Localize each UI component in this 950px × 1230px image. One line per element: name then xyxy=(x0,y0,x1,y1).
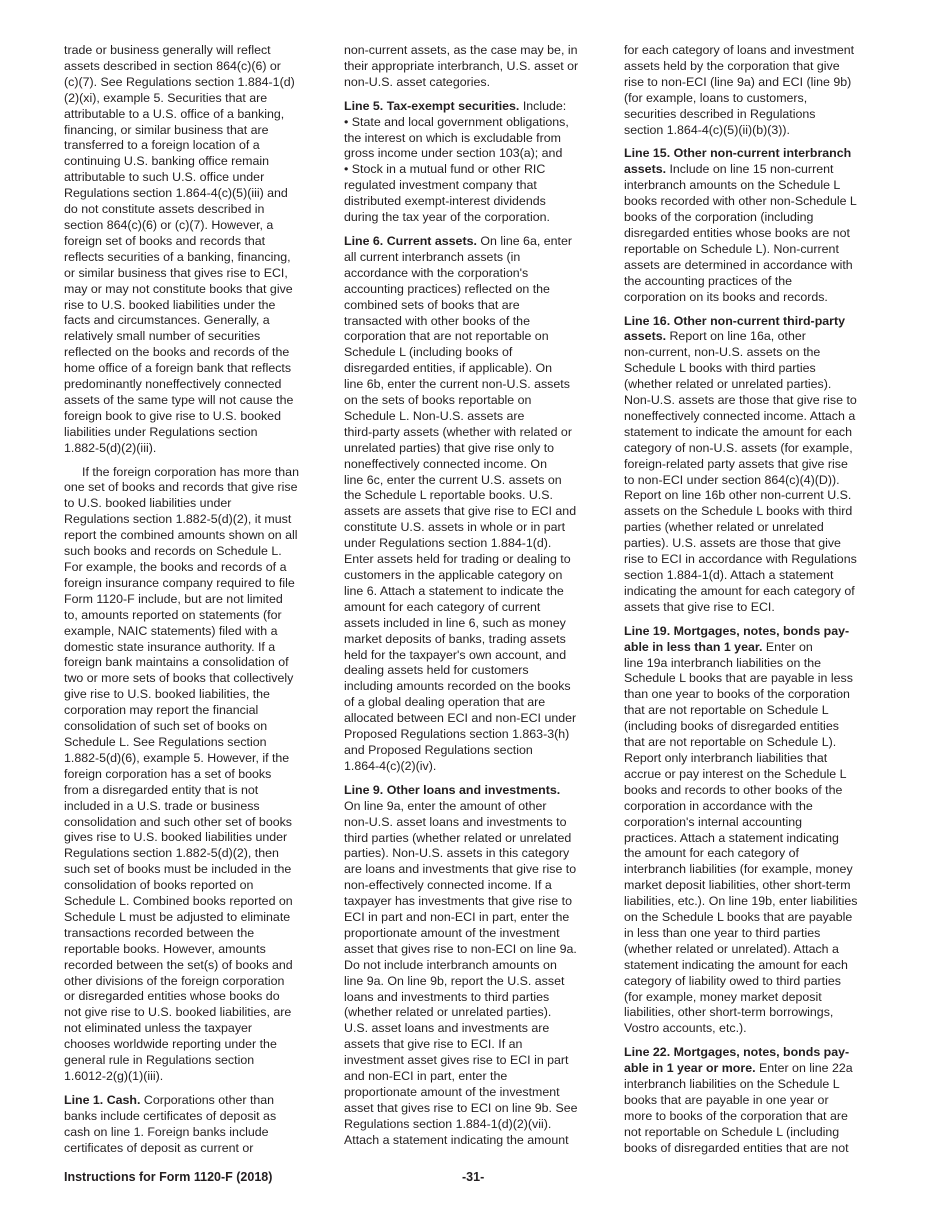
section-heading: Line 19. Mortgages, notes, bonds pay- able in less than 1 year. xyxy=(624,623,850,654)
paragraph: for each category of loans and investment assets held by the corporation that give rise to non-ECI (line 9a) and ECI (line 9b) (for example, loans to customers, securities described in Regulations section 1.864-4(c)(5)(ii)(b)(3)). xyxy=(624,43,855,137)
section-line-15 xyxy=(624,146,890,305)
bullet-item: • Stock in a mutual fund or other RIC regulated investment company that distributed exempt-interest dividends during the tax year of the corporation. xyxy=(344,162,550,225)
paragraph: non-current assets, as the case may be, in their appropriate interbranch, U.S. asset or non-U.S. asset categories. xyxy=(344,43,579,89)
section-heading: Line 1. Cash. xyxy=(64,1092,141,1107)
bullet-item: • State and local government obligations, the interest on which is excludable from gross income under section 103(a); and xyxy=(344,114,569,161)
paragraph: If the foreign corporation has more than one set of books and records that give rise to U.S. booked liabilities under Regulations section 1.882-5(d)(2), it must report the combined amounts shown on all such books and records on Schedule L. For example, the books and records of a foreign insurance company required to file Form 1120-F include, but are not limited to, amounts reported on statements (for example, NAIC statements) filed with a domestic state insurance authority. If a foreign bank maintains a consolidation of two or more sets of books that collectively give rise to U.S. booked liabilities, the corporation may report the financial consolidation of such set of books on Schedule L. See Regulations section 1.882-5(d)(6), example 5. However, if the foreign corporation has a set of books from a disregarded entity that is not included in a U.S. trade or business consolidation and such other set of books gives rise to U.S. booked liabilities under Regulations section 1.882-5(d)(2), then such set of books must be included in the consolidation of books reported on Schedule L. Combined books reported on Schedule L must be adjusted to eliminate transactions recorded between the reportable books. However, amounts recorded between the set(s) of books and other divisions of the foreign corporation or disregarded entities whose books do not give rise to U.S. booked liabilities, are not eliminated unless the taxpayer chooses worldwide reporting under the general rule in Regulations section 1.6012-2(g)(1)(iii). xyxy=(64,464,299,1083)
paragraph: trade or business generally will reflect assets described in section 864(c)(6) or (c)(7). See Regulations section 1.884-1(d) (2)(xi), example 5. Securities that are attributable to a U.S. office of a banking, financing, or similar business that are transferred to a foreign location of a continuing U.S. banking office remain attributable to such U.S. office under Regulations section 1.864-4(c)(5)(iii) and do not constitute assets described in section 864(c)(6) or (c)(7). However, a foreign set of books and records that reflects securities of a banking, financing, or similar business that gives rise to ECI, may or may not constitute books that give rise to U.S. booked liabilities under the facts and circumstances. Generally, a relatively small number of securities reflected on the books and records of the home office of a foreign bank that reflects predominantly noneffectively connected assets of the same type will not cause the foreign book to give rise to U.S. booked liabilities under Regulations section 1.882-5(d)(2)(iii). xyxy=(64,43,295,455)
footer-form-title: Instructions for Form 1120-F (2018) xyxy=(64,1170,273,1184)
section-line-9 xyxy=(344,783,610,1149)
section-body: Include: xyxy=(519,98,567,113)
section-heading: Line 15. Other non-current interbranch assets. xyxy=(624,146,852,177)
section-line-22 xyxy=(624,1045,890,1156)
section-heading: Line 16. Other non-current third-party assets. xyxy=(624,313,845,344)
section-heading: Line 6. Current assets. xyxy=(344,233,477,248)
section-heading: Line 5. Tax-exempt securities. xyxy=(344,98,520,113)
section-body: Enter on line 22a interbranch liabilities on the Schedule L books that are payable in one year or more to books of the corporation that are not reportable on Schedule L (including books of disregarded entities that are not xyxy=(624,1061,853,1155)
section-line-5 xyxy=(344,99,610,115)
section-body: Include on line 15 non-current interbranch amounts on the Schedule L books recorded with other non-Schedule L books of the corporation (including disregarded entities whose books are not reportable on Schedule L). Non-current assets are determined in accordance with the accounting practices of the corporation on its books and records. xyxy=(624,162,857,304)
section-body: On line 9a, enter the amount of other non-U.S. asset loans and investments to third parties (whether related or unrelated parties). Non-U.S. assets in this category are loans and investments that give rise to non-effectively connected income. If a taxpayer has investments that give rise to ECI in part and non-ECI in part, enter the proportionate amount of the investment asset that gives rise to non-ECI on line 9a. Do not include interbranch amounts on line 9a. On line 9b, report the U.S. asset loans and investments to third parties (whether related or unrelated parties). U.S. asset loans and investments are assets that give rise to ECI. If an investment asset gives rise to ECI in part and non-ECI in part, enter the proportionate amount of the investment asset that gives rise to ECI on line 9b. See Regulations section 1.884-1(d)(2)(vii). Attach a statement indicating the amount xyxy=(344,798,578,1147)
section-heading: Line 22. Mortgages, notes, bonds pay- able in 1 year or more. xyxy=(624,1045,850,1076)
section-line-1 xyxy=(64,1093,330,1157)
section-body: Report on line 16a, other non-current, non-U.S. assets on the Schedule L books with third parties (whether related or unrelated parties). Non-U.S. assets are those that give rise to noneffectively connected income. Attach a statement to indicate the amount for each category of non-U.S. assets (for example, foreign-related party assets that give rise to non-ECI under section 864(c)(4)(D)). Report on line 16b other non-current U.S. assets on the Schedule L books with third parties (whether related or unrelated parties). U.S. assets are those that give rise to ECI in accordance with Regulations section 1.884-1(d). Attach a statement indicating the amount for each category of assets that give rise to ECI. xyxy=(624,329,857,614)
section-line-6 xyxy=(344,234,610,775)
section-body: Corporations other than banks include certificates of deposit as cash on line 1. Foreign banks include certificates of deposit as current or xyxy=(64,1092,277,1155)
column-1 xyxy=(64,43,330,1165)
column-2 xyxy=(344,43,610,1157)
section-body: Enter on line 19a interbranch liabilities on the Schedule L books that are payable in less than one year to books of the corporation that are not reportable on Schedule L (including books of disregarded entities that are not reportable on Schedule L). Report only interbranch liabilities that accrue or pay interest on the Schedule L books and records to other books of the corporation in accordance with the corporation's internal accounting practices. Attach a statement indicating the amount for each category of interbranch liabilities (for example, money market deposit liabilities, other short-term liabilities, etc.). On line 19b, enter liabilities on the Schedule L books that are payable in less than one year to third parties (whether related or unrelated). Attach a statement indicating the amount for each category of liability owed to third parties (for example, money market deposit liabilities, other short-term borrowings, Vostro accounts, etc.). xyxy=(624,639,858,1036)
section-body: On line 6a, enter all current interbranch assets (in accordance with the corporation's accounting practices) reflected on the combined sets of books that are transacted with other books of the corporation that are not reportable on Schedule L (including books of disregarded entities, if applicable). On line 6b, enter the current non-U.S. assets on the sets of books reportable on Schedule L. Non-U.S. assets are third-party assets (whether with related or unrelated parties) that give rise only to noneffectively connected income. On line 6c, enter the current U.S. assets on the Schedule L reportable books. U.S. assets are assets that give rise to ECI and constitute U.S. assets in whole or in part under Regulations section 1.884-1(d). Enter assets held for trading or dealing to customers in the applicable category on line 6. Attach a statement to indicate the amount for each category of current assets included in line 6, such as money market deposits of banks, trading assets held for the taxpayer's own account, and dealing assets held for customers including amounts recorded on the books of a global dealing operation that are allocated between ECI and non-ECI under Proposed Regulations section 1.863-3(h) and Proposed Regulations section 1.864-4(c)(2)(iv). xyxy=(344,233,577,773)
section-line-16 xyxy=(624,314,890,616)
page-number: -31- xyxy=(462,1170,485,1184)
column-3 xyxy=(624,43,890,1165)
section-line-19 xyxy=(624,624,890,1038)
section-heading: Line 9. Other loans and investments. xyxy=(344,782,561,797)
